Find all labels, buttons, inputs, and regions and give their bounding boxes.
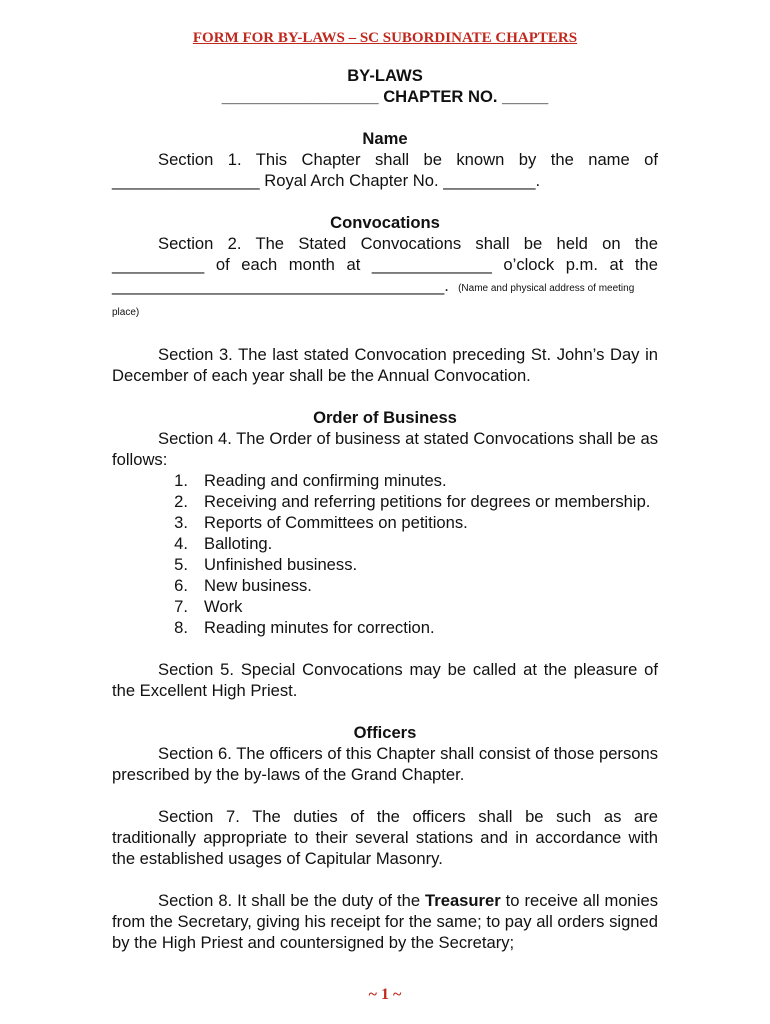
order-item-text: Balloting. [204,534,273,553]
treasurer-term: Treasurer [425,891,501,910]
section-2-line-2: __________ of each month at _____________ o’clock p.m. at the [112,255,658,274]
section-4-intro: Section 4. The Order of business at stated Convocations shall be as follows: [112,429,658,469]
bylaws-title: BY-LAWS [347,66,423,85]
order-item [112,617,658,638]
section-8-text-post: to receive all monies from the Secretary, giving his receipt for the same; to pay all orders signed by the High Priest and countersigned by the Secretary; [112,891,658,952]
section-3: Section 3. The last stated Convocation preceding St. John’s Day in December of each year shall be the Annual Convocation. [112,345,658,385]
spacer [112,323,658,344]
section-1-line-2: ________________ Royal Arch Chapter No. __________. [112,171,541,190]
order-item-text: Reading minutes for correction. [204,618,435,637]
order-of-business-list [112,470,658,638]
section-7: Section 7. The duties of the officers shall be such as are traditionally appropriate to their several stations and in accordance with the established usages of Capitular Masonry. [112,807,658,868]
order-item-text: Receiving and referring petitions for degrees or membership. [204,492,651,511]
order-item [112,512,658,533]
spacer [112,386,658,407]
order-item-number: 1. [174,471,188,490]
order-item [112,575,658,596]
section-2-line-1: Section 2. The Stated Convocations shall be held on the [158,234,658,253]
order-item-number: 8. [174,618,188,637]
section-2-line-3 [112,275,658,323]
document-page [112,28,658,953]
order-item-number: 5. [174,555,188,574]
order-item [112,533,658,554]
spacer [112,107,658,128]
order-item [112,470,658,491]
order-item-number: 6. [174,576,188,595]
order-item-text: Reports of Committees on petitions. [204,513,468,532]
section-8-text-pre: Section 8. It shall be the duty of the [158,891,426,910]
section-5: Section 5. Special Convocations may be called at the pleasure of the Excellent High Priest. [112,660,658,700]
order-item-number: 2. [174,492,188,511]
order-item [112,491,658,512]
spacer [112,701,658,722]
meeting-place-note: (Name and physical address of meeting place) [112,283,635,318]
page-number: ~ 1 ~ [368,986,402,1003]
name-heading: Name [362,129,408,148]
order-of-business-heading: Order of Business [313,408,457,427]
spacer [112,785,658,806]
order-item-number: 4. [174,534,188,553]
order-item-text: Reading and confirming minutes. [204,471,447,490]
order-item [112,554,658,575]
spacer [112,869,658,890]
order-item-number: 3. [174,513,188,532]
meeting-place-blank: ____________________________________. [112,276,449,295]
section-1-line-1: Section 1. This Chapter shall be known by the name of [158,150,658,169]
section-8 [112,890,658,953]
spacer [112,191,658,212]
chapter-number-line: _________________ CHAPTER NO. _____ [221,87,549,106]
order-item [112,596,658,617]
convocations-heading: Convocations [330,213,440,232]
order-item-text: Work [204,597,243,616]
officers-heading: Officers [353,723,417,742]
form-title: FORM FOR BY-LAWS – SC SUBORDINATE CHAPTERS [192,30,578,46]
order-item-text: Unfinished business. [204,555,358,574]
order-item-number: 7. [174,597,188,616]
order-item-text: New business. [204,576,312,595]
spacer [112,638,658,659]
section-6: Section 6. The officers of this Chapter shall consist of those persons prescribed by the by-laws of the Grand Chapter. [112,744,658,784]
